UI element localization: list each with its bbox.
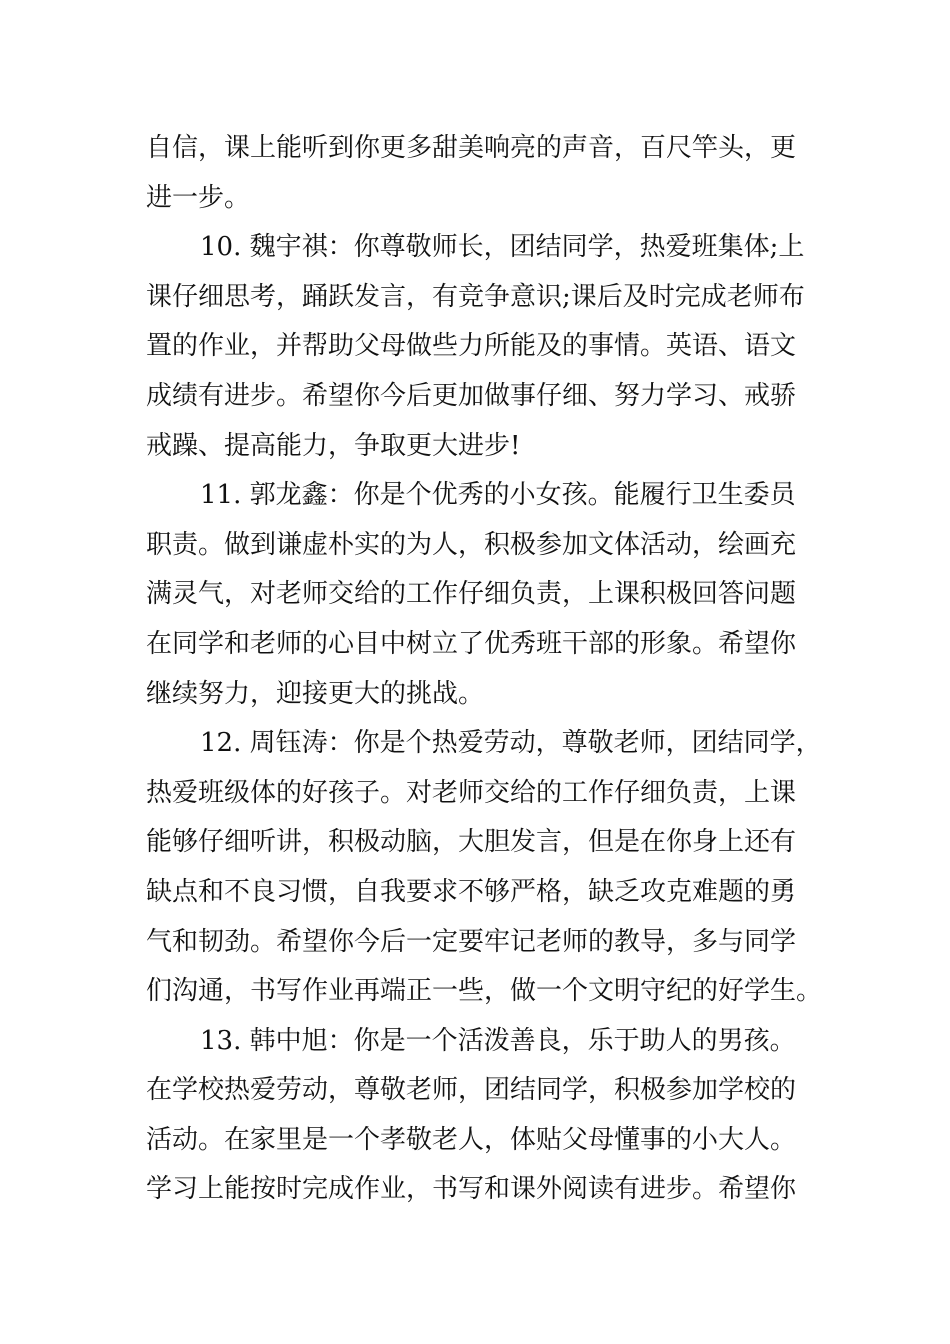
text-line: 热爱班级体的好孩子。对老师交给的工作仔细负责，上课: [146, 777, 797, 808]
text-line: 们沟通，书写作业再端正一些，做一个文明守纪的好学生。: [146, 976, 823, 1007]
text-line: 活动。在家里是一个孝敬老人，体贴父母懂事的小大人。: [146, 1124, 797, 1155]
text-line: 课仔细思考，踊跃发言，有竞争意识;课后及时完成老师布: [146, 281, 805, 312]
text-line: 缺点和不良习惯，自我要求不够严格，缺乏攻克难题的勇: [146, 876, 797, 907]
text-line: 能够仔细听讲，积极动脑，大胆发言，但是在你身上还有: [146, 827, 797, 858]
text-line: 满灵气，对老师交给的工作仔细负责，上课积极回答问题: [146, 579, 797, 610]
text-line: 在学校热爱劳动，尊敬老师，团结同学，积极参加学校的: [146, 1075, 797, 1106]
text-line: 在同学和老师的心目中树立了优秀班干部的形象。希望你: [146, 628, 797, 659]
text-line: 进一步。: [146, 182, 251, 213]
paragraph-start-line: 11. 郭龙鑫：你是个优秀的小女孩。能履行卫生委员: [200, 480, 796, 511]
paragraph-start-line: 10. 魏宇祺：你尊敬师长，团结同学，热爱班集体;上: [200, 232, 805, 263]
paragraph-start-line: 12. 周钰涛：你是个热爱劳动，尊敬老师，团结同学，: [200, 728, 822, 759]
text-line: 学习上能按时完成作业，书写和课外阅读有进步。希望你: [146, 1174, 797, 1205]
paragraph-start-line: 13. 韩中旭：你是一个活泼善良，乐于助人的男孩。: [200, 1025, 796, 1056]
text-line: 继续努力，迎接更大的挑战。: [146, 678, 485, 709]
text-line: 职责。做到谦虚朴实的为人，积极参加文体活动，绘画充: [146, 529, 797, 560]
text-line: 气和韧劲。希望你今后一定要牢记老师的教导，多与同学: [146, 926, 797, 957]
body-text: [146, 124, 826, 1215]
text-line: 自信，课上能听到你更多甜美响亮的声音，百尺竿头，更: [146, 133, 797, 163]
text-line: 置的作业，并帮助父母做些力所能及的事情。英语、语文: [146, 331, 797, 362]
text-line: 戒躁、提高能力，争取更大进步!: [146, 430, 521, 461]
text-line: 成绩有进步。希望你今后更加做事仔细、努力学习、戒骄: [146, 380, 797, 411]
